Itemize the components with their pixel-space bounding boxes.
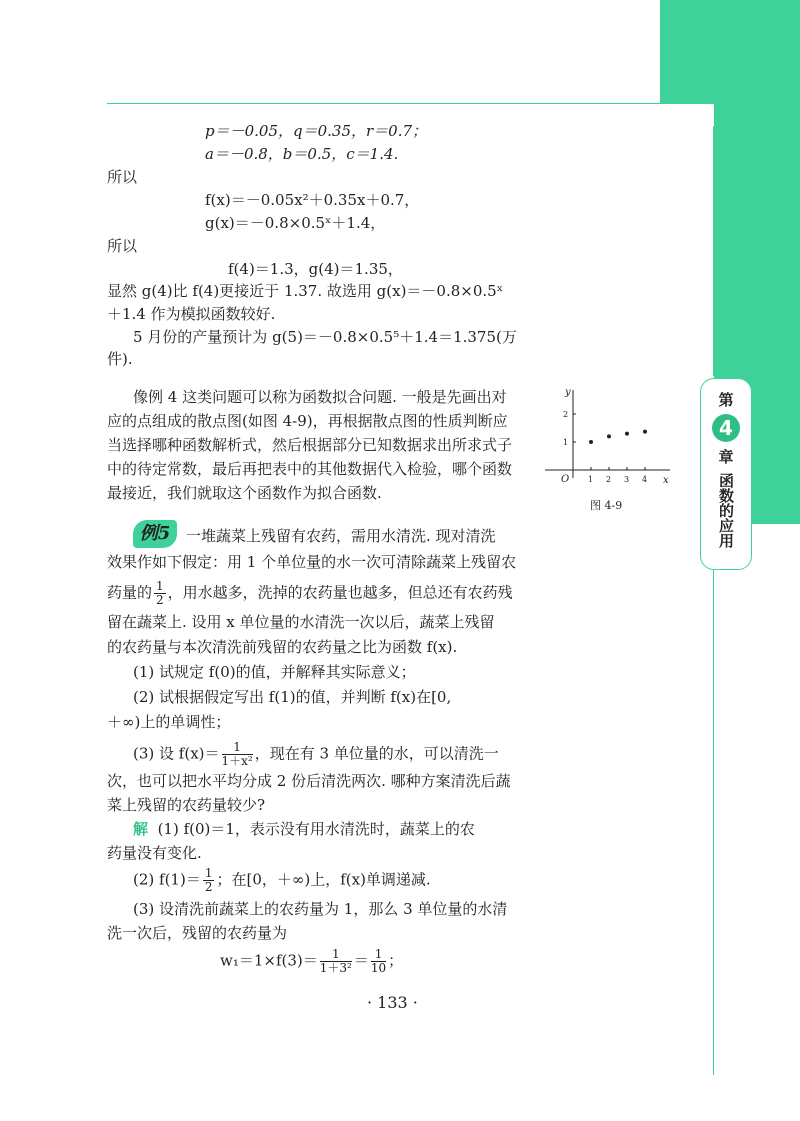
text-line: [133, 867, 431, 894]
fraction-numerator: 1: [222, 741, 253, 755]
text-line: 5 月份的产量预计为 g(5)＝－0.8×0.5⁵＋1.4＝1.375(万: [133, 328, 517, 346]
x-tick-label: 1: [588, 475, 594, 484]
fraction-denominator: 2: [156, 593, 164, 607]
text-line: 最接近，我们就取这个函数作为拟合函数.: [107, 484, 382, 502]
chapter-number: 4: [712, 414, 740, 442]
fraction-denominator: 2: [204, 880, 213, 894]
text-line: [220, 948, 403, 975]
text-fragment: ，现在有 3 单位量的水，可以清洗一: [254, 744, 499, 763]
solution-label: 解: [133, 820, 149, 838]
x-tick-label: 4: [642, 475, 648, 484]
text-line: 当选择哪种函数解析式，然后根据部分已知数据求出所求式子: [107, 436, 513, 454]
text-line: (2) 试根据假定写出 f(1)的值，并判断 f(x)在[0,: [133, 688, 452, 706]
text-line: [133, 818, 475, 840]
text-line: a＝－0.8，b＝0.5，c＝1.4.: [205, 145, 399, 163]
text-line: 洗一次后，残留的农药量为: [107, 924, 288, 942]
text-line: 次，也可以把水平均分成 2 份后清洗两次. 哪种方案清洗后蔬: [107, 772, 511, 790]
figure-caption: 图 4-9: [590, 499, 623, 512]
text-line: (3) 设清洗前蔬菜上的农药量为 1，那么 3 单位量的水清: [133, 900, 508, 918]
side-rule: [713, 126, 714, 376]
text-line: f(x)＝－0.05x²＋0.35x＋0.7，: [205, 191, 420, 209]
text-line: (1) 试规定 f(0)的值，并解释其实际意义；: [133, 663, 416, 681]
text-fragment: ，用水越多，洗掉的农药量也越多，但总还有农药残: [167, 583, 513, 602]
example-badge: 例5: [133, 520, 177, 548]
text-line: 菜上残留的农药量较少?: [107, 796, 266, 814]
text-line: 件).: [107, 350, 133, 368]
text-fragment: ＝: [353, 951, 369, 970]
chapter-tab: [700, 378, 752, 570]
page-number: · 133 ·: [367, 993, 418, 1012]
text-line: 药量没有变化.: [107, 844, 202, 862]
text-line: f(4)＝1.3，g(4)＝1.35，: [228, 260, 403, 278]
header-band: [660, 0, 800, 104]
text-line: 像例 4 这类问题可以称为函数拟合问题. 一般是先画出对: [133, 388, 507, 406]
fraction: [203, 867, 215, 894]
side-rule-lower: [713, 570, 714, 1075]
text-fragment: (3) 设 f(x)＝: [133, 744, 220, 763]
text-fragment: w₁＝1×f(3)＝: [220, 951, 318, 970]
fraction-numerator: 1: [204, 866, 213, 880]
text-line: 一堆蔬菜上残留有农药，需用水清洗. 现对清洗: [186, 527, 496, 545]
y-axis-label: y: [565, 387, 571, 398]
fraction: [320, 948, 352, 975]
text-line: 所以: [107, 237, 138, 255]
text-line: g(x)＝－0.8×0.5ˣ＋1.4，: [205, 214, 386, 232]
fraction-numerator: 1: [371, 948, 386, 962]
text-line: 效果作如下假定：用 1 个单位量的水一次可清除蔬菜上残留农: [107, 553, 517, 571]
text-line: 显然 g(4)比 f(4)更接近于 1.37. 故选用 g(x)＝－0.8×0.5ˣ: [107, 282, 504, 300]
text-line: 中的待定常数，最后再把表中的其他数据代入检验，哪个函数: [107, 460, 513, 478]
text-line: 所以: [107, 168, 138, 186]
text-line: 留在蔬菜上. 设用 x 单位量的水清洗一次以后，蔬菜上残留: [107, 613, 495, 631]
text-line: ＋∞)上的单调性；: [107, 713, 231, 731]
x-tick-label: 2: [606, 475, 612, 484]
scatter-point: [607, 434, 611, 438]
chapter-title: 函数的应用: [717, 473, 735, 548]
text-fragment: (2) f(1)＝: [133, 870, 201, 889]
chapter-suffix: 章: [718, 448, 734, 466]
fraction-numerator: 1: [320, 948, 352, 962]
fraction-denominator: 1＋x²: [221, 754, 253, 768]
fraction-denominator: 10: [370, 961, 387, 975]
text-fragment: 药量的: [107, 583, 153, 602]
text-fragment: ；在[0，＋∞)上，f(x)单调递减.: [216, 870, 431, 889]
text-line: 的农药量与本次清洗前残留的农药量之比为函数 f(x).: [107, 638, 458, 656]
y-tick-label: 1: [563, 438, 569, 447]
text-line: p＝－0.05，q＝0.35，r＝0.7；: [205, 122, 428, 140]
text-line: [107, 580, 513, 607]
scatter-figure: [545, 385, 675, 490]
fraction: [371, 948, 386, 975]
text-fragment: (1) f(0)＝1，表示没有用水清洗时，蔬菜上的农: [157, 820, 475, 838]
y-tick-label: 2: [563, 410, 569, 419]
text-line: 应的点组成的散点图(如图 4-9)，再根据散点图的性质判断应: [107, 412, 508, 430]
text-line: [133, 741, 499, 768]
origin-label: O: [561, 474, 570, 485]
fraction: [154, 580, 166, 607]
scatter-point: [643, 430, 647, 434]
x-axis-label: x: [663, 475, 669, 486]
fraction: [222, 741, 253, 768]
text-line: ＋1.4 作为模拟函数较好.: [107, 305, 276, 323]
scatter-point: [625, 432, 629, 436]
fraction-denominator: 1＋3²: [319, 961, 352, 975]
header-rule: [107, 103, 662, 104]
text-fragment: ；: [388, 951, 404, 970]
fraction-numerator: 1: [156, 579, 164, 593]
scatter-point: [589, 440, 593, 444]
x-tick-label: 3: [624, 475, 630, 484]
chapter-prefix: 第: [718, 391, 734, 409]
